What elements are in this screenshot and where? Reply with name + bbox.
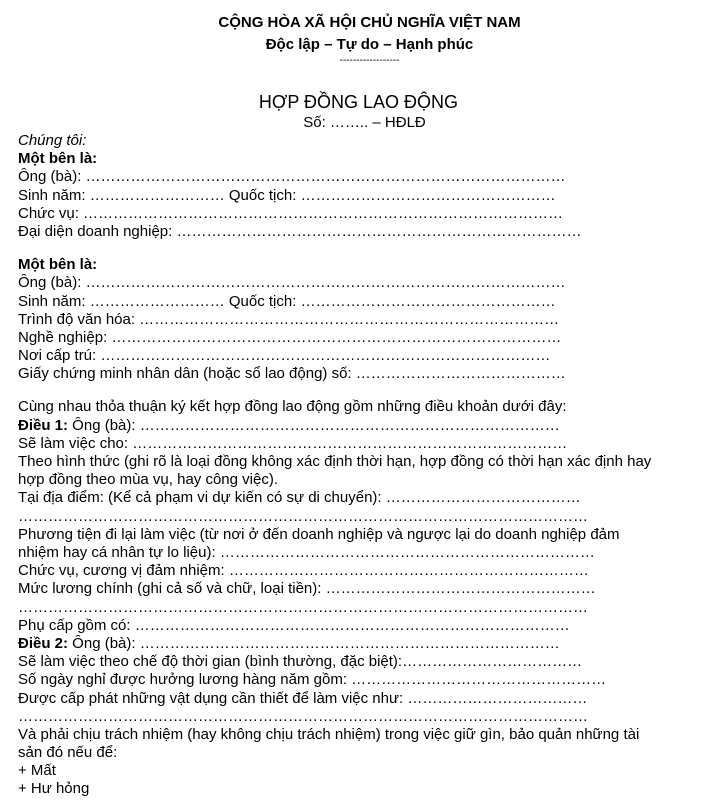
party1-heading: Một bên là: [18,150,98,168]
spacer [18,383,660,398]
contract-form-paragraph: Theo hình thức (ghi rõ là loại đồng không xác định thời hạn, hợp đồng có thời hạn xác định hay hợp đồng theo mùa vụ, hay công việc). [18,453,652,489]
party1-name-line: Ông (bà): …………………………………………………………………………………… [18,168,566,186]
dotted-line: …………………………………………………………………………………………………… [18,507,588,525]
role-line: Chức vụ, cương vị đảm nhiệm: ……………………………………………………………… [18,562,589,580]
work-time-line: Sẽ làm việc theo chế độ thời gian (bình thường, đặc biệt):……………………………… [18,653,583,671]
party2-education-line: Trình độ văn hóa: ………………………………………………………………………… [18,310,560,328]
party1-position-line: Chức vụ: …………………………………………………………………………………… [18,204,564,222]
party2-id-line: Giấy chứng minh nhân dân (hoặc sổ lao động) số: …………………………………… [18,365,566,383]
national-motto: Độc lập – Tự do – Hạnh phúc [265,36,474,53]
salary-line: Mức lương chính (ghi cả số và chữ, loại tiền): ……………………………………………… [18,580,596,598]
agreement-line: Cùng nhau thỏa thuận ký kết hợp đồng lao động gồm những điều khoản dưới đây: [18,398,567,416]
paid-leave-line: Số ngày nghỉ được hưởng lương hàng năm gồm: …………………………………………… [18,671,607,689]
damage-item: + Hư hỏng [18,780,90,798]
article2-text: Ông (bà): ………………………………………………………………………… [68,634,560,652]
header-divider: ------------------ [339,55,400,66]
party2-birth-line: Sinh năm: ……………………… Quốc tịch: …………………………………………… [18,292,556,310]
allowance-line: Phụ cấp gồm có: …………………………………………………………………………… [18,616,570,634]
equipment-line: Được cấp phát những vật dụng cần thiết để làm việc như: ……………………………… [18,689,588,707]
national-title: CỘNG HÒA XÃ HỘI CHỦ NGHĨA VIỆT NAM [218,14,521,31]
document-title: HỢP ĐỒNG LAO ĐỘNG [258,92,459,112]
party1-birth-line: Sinh năm: ……………………… Quốc tịch: …………………………………………… [18,186,556,204]
loss-item: + Mất [18,762,56,780]
transport-paragraph: Phương tiện đi lại làm việc (từ nơi ở đến doanh nghiệp và ngược lại do doanh nghiệp đảm nhiệm hay cá nhân tự lo liệu): ………………………………………………………………… [18,525,620,561]
work-location-line: Tại địa điểm: (Kể cả phạm vi dự kiến có sự di chuyển): ………………………………… [18,489,581,507]
article2-line [18,635,660,653]
article1-label: Điều 1: [18,416,69,434]
intro-line: Chúng tôi: [18,132,87,149]
article1-text: Ông (bà): ………………………………………………………………………… [68,416,560,434]
party2-name-line: Ông (bà): …………………………………………………………………………………… [18,274,566,292]
party2-heading: Một bên là: [18,256,98,274]
article1-line [18,417,660,435]
spacer [18,241,660,256]
document-number: Số: …….. – HĐLĐ [303,114,426,131]
responsibility-paragraph: Và phải chịu trách nhiệm (hay không chịu trách nhiệm) trong việc giữ gìn, bảo quản những tài sản đó nếu để: [18,725,640,762]
document-body [18,132,660,799]
dotted-line: …………………………………………………………………………………………………… [18,707,588,725]
work-for-line: Sẽ làm việc cho: …………………………………………………………………………… [18,434,568,452]
party2-residence-line: Nơi cấp trú: ……………………………………………………………………………… [18,347,551,365]
party2-occupation-line: Nghề nghiệp: ……………………………………………………………………………… [18,328,562,346]
dotted-line: …………………………………………………………………………………………………… [18,598,588,616]
party1-representative-line: Đại diện doanh nghiệp: ……………………………………………………………………… [18,222,582,240]
article2-label: Điều 2: [18,634,69,652]
